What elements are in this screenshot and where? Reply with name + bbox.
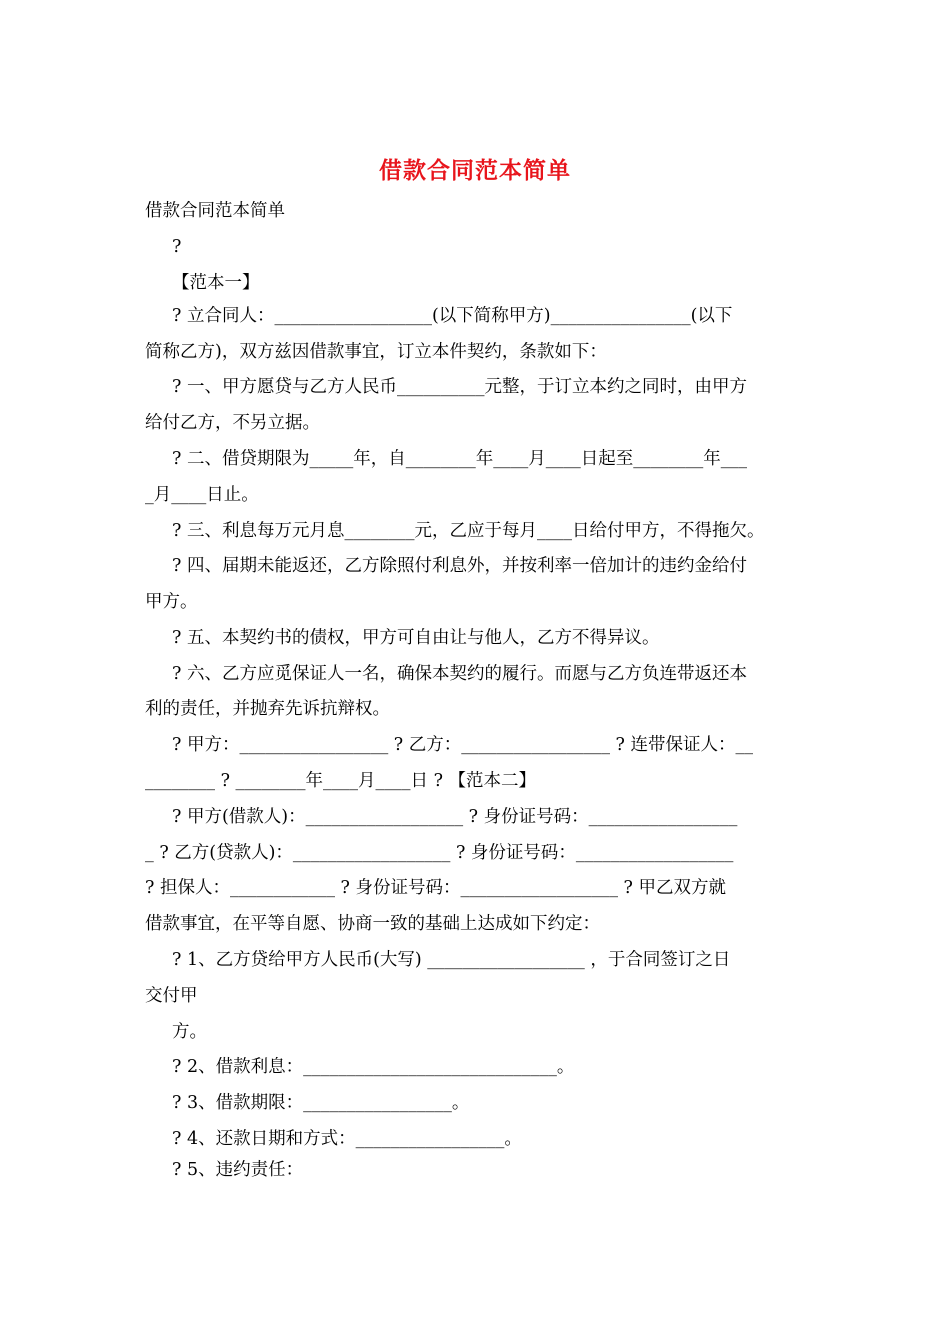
clause-five: ? 五、本契约书的债权，甲方可自由让与他人，乙方不得异议。 — [172, 628, 660, 648]
text-line: ? — [172, 237, 182, 257]
text-line: 利的责任，并抛弃先诉抗辩权。 — [145, 699, 390, 719]
clause-one: ? 一、甲方愿贷与乙方人民币__________元整，于订立本约之同时，由甲方 — [172, 377, 747, 397]
text-line: 简称乙方)，双方兹因借款事宜，订立本件契约，条款如下： — [145, 342, 607, 362]
article-two: ? 2、借款利息：_____________________________。 — [172, 1057, 575, 1077]
text-line: 借款事宜，在平等自愿、协商一致的基础上达成如下约定： — [145, 914, 600, 934]
text-line: 交付甲 — [145, 986, 198, 1006]
document-title: 借款合同范本简单 — [379, 157, 571, 184]
subtitle-line: 借款合同范本简单 — [145, 201, 285, 221]
article-four: ? 4、还款日期和方式：_________________。 — [172, 1129, 522, 1149]
clause-three: ? 三、利息每万元月息________元，乙应于每月____日给付甲方，不得拖欠。 — [172, 521, 765, 541]
party-a-line: ? 甲方(借款人)：__________________ ? 身份证号码：_________________ — [172, 807, 738, 827]
text-line: ? 立合同人：__________________(以下简称甲方)________________(以下 — [172, 306, 733, 326]
text-line: 给付乙方，不另立据。 — [145, 413, 320, 433]
clause-six: ? 六、乙方应觅保证人一名，确保本契约的履行。而愿与乙方负连带返还本 — [172, 664, 747, 684]
date-line: ________ ? ________年____月____日 ? 【范本二】 — [145, 771, 537, 791]
signature-line: ? 甲方：_________________ ? 乙方：_________________ ? 连带保证人：__ — [172, 735, 753, 755]
article-one: ? 1、乙方贷给甲方人民币(大写) __________________ ，于合同签订之日 — [172, 950, 731, 970]
text-line: _月____日止。 — [145, 485, 259, 505]
party-b-line: _ ? 乙方(贷款人)：__________________ ? 身份证号码：__________________ — [145, 843, 734, 863]
clause-four: ? 四、届期未能返还，乙方除照付利息外，并按利率一倍加计的违约金给付 — [172, 556, 747, 576]
text-line: 甲方。 — [145, 592, 198, 612]
clause-two: ? 二、借贷期限为_____年，自________年____月____日起至________年___ — [172, 449, 747, 469]
text-line: 方。 — [172, 1022, 207, 1042]
article-three: ? 3、借款期限：_________________。 — [172, 1093, 470, 1113]
article-five: ? 5、违约责任： — [172, 1160, 304, 1180]
guarantor-line: ? 担保人：____________ ? 身份证号码：__________________ ? 甲乙双方就 — [145, 878, 726, 898]
section-heading-template-one: 【范本一】 — [172, 273, 260, 293]
